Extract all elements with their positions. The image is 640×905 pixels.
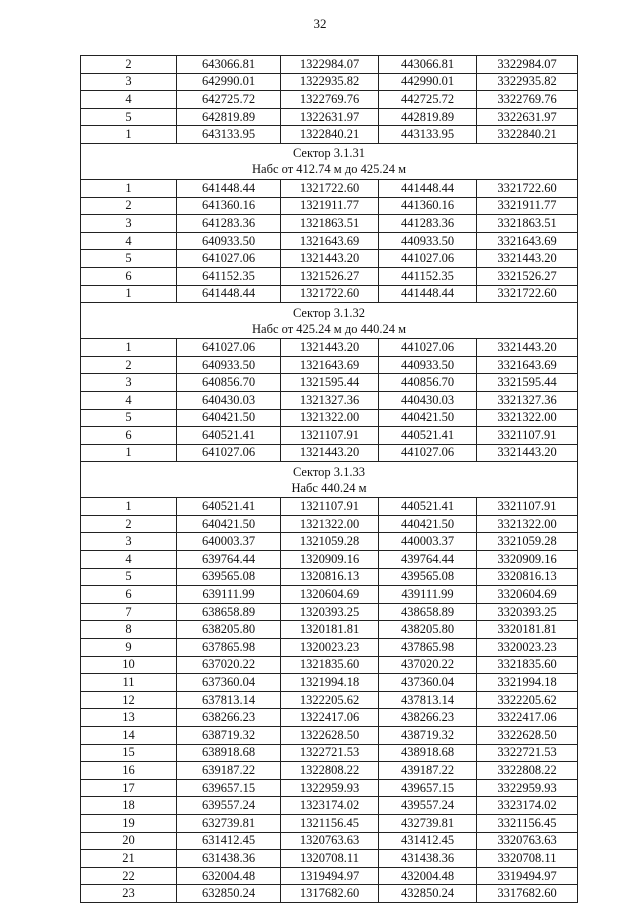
x-coordinate-cell: 631438.36 <box>177 850 281 868</box>
point-number-cell: 3 <box>81 533 177 551</box>
point-number-cell: 19 <box>81 814 177 832</box>
x-coordinate-cell: 641152.35 <box>177 267 281 285</box>
y-coordinate-cell: 1320393.25 <box>281 603 379 621</box>
y-local-coordinate-cell: 3322935.82 <box>477 73 578 91</box>
table-row <box>81 126 578 144</box>
x-local-coordinate-cell: 431438.36 <box>379 850 477 868</box>
point-number-cell: 6 <box>81 267 177 285</box>
x-coordinate-cell: 641283.36 <box>177 215 281 233</box>
x-coordinate-cell: 643133.95 <box>177 126 281 144</box>
sector-title: Сектор 3.1.33 <box>292 464 366 479</box>
sector-header <box>81 143 578 179</box>
x-coordinate-cell: 637360.04 <box>177 674 281 692</box>
x-local-coordinate-cell: 440421.50 <box>379 515 477 533</box>
y-coordinate-cell: 1320763.63 <box>281 832 379 850</box>
y-coordinate-cell: 1322959.93 <box>281 779 379 797</box>
x-coordinate-cell: 642725.72 <box>177 91 281 109</box>
y-coordinate-cell: 1321643.69 <box>281 232 379 250</box>
point-number-cell: 2 <box>81 356 177 374</box>
x-coordinate-cell: 638266.23 <box>177 709 281 727</box>
y-coordinate-cell: 1322769.76 <box>281 91 379 109</box>
x-coordinate-cell: 632004.48 <box>177 867 281 885</box>
x-local-coordinate-cell: 440430.03 <box>379 391 477 409</box>
table-row <box>81 91 578 109</box>
x-local-coordinate-cell: 431412.45 <box>379 832 477 850</box>
y-coordinate-cell: 1322721.53 <box>281 744 379 762</box>
y-coordinate-cell: 1322417.06 <box>281 709 379 727</box>
y-coordinate-cell: 1321322.00 <box>281 515 379 533</box>
table-row <box>81 797 578 815</box>
x-coordinate-cell: 638658.89 <box>177 603 281 621</box>
x-local-coordinate-cell: 438918.68 <box>379 744 477 762</box>
y-coordinate-cell: 1321443.20 <box>281 250 379 268</box>
point-number-cell: 13 <box>81 709 177 727</box>
x-coordinate-cell: 639187.22 <box>177 762 281 780</box>
x-coordinate-cell: 641027.06 <box>177 250 281 268</box>
x-local-coordinate-cell: 432004.48 <box>379 867 477 885</box>
table-row <box>81 498 578 516</box>
point-number-cell: 14 <box>81 727 177 745</box>
x-local-coordinate-cell: 439111.99 <box>379 586 477 604</box>
point-number-cell: 20 <box>81 832 177 850</box>
x-local-coordinate-cell: 441027.06 <box>379 444 477 462</box>
y-coordinate-cell: 1321722.60 <box>281 285 379 303</box>
point-number-cell: 2 <box>81 56 177 74</box>
point-number-cell: 4 <box>81 91 177 109</box>
y-local-coordinate-cell: 3321322.00 <box>477 515 578 533</box>
y-coordinate-cell: 1322935.82 <box>281 73 379 91</box>
point-number-cell: 5 <box>81 568 177 586</box>
y-coordinate-cell: 1321595.44 <box>281 374 379 392</box>
table-row <box>81 814 578 832</box>
table-row <box>81 691 578 709</box>
x-local-coordinate-cell: 442725.72 <box>379 91 477 109</box>
x-coordinate-cell: 643066.81 <box>177 56 281 74</box>
sector-header <box>81 303 578 339</box>
table-row <box>81 73 578 91</box>
table-row <box>81 551 578 569</box>
x-coordinate-cell: 640421.50 <box>177 409 281 427</box>
x-coordinate-cell: 640003.37 <box>177 533 281 551</box>
y-coordinate-cell: 1321911.77 <box>281 197 379 215</box>
page-number: 32 <box>313 16 327 31</box>
x-coordinate-cell: 638719.32 <box>177 727 281 745</box>
y-coordinate-cell: 1320909.16 <box>281 551 379 569</box>
sector-header-row <box>81 462 578 498</box>
y-coordinate-cell: 1321643.69 <box>281 356 379 374</box>
x-coordinate-cell: 640856.70 <box>177 374 281 392</box>
table-row <box>81 603 578 621</box>
x-local-coordinate-cell: 443133.95 <box>379 126 477 144</box>
x-coordinate-cell: 641448.44 <box>177 179 281 197</box>
y-coordinate-cell: 1321156.45 <box>281 814 379 832</box>
x-local-coordinate-cell: 432850.24 <box>379 885 477 903</box>
y-local-coordinate-cell: 3322205.62 <box>477 691 578 709</box>
x-local-coordinate-cell: 441283.36 <box>379 215 477 233</box>
x-coordinate-cell: 631412.45 <box>177 832 281 850</box>
table-row <box>81 850 578 868</box>
x-local-coordinate-cell: 440521.41 <box>379 427 477 445</box>
x-coordinate-cell: 637020.22 <box>177 656 281 674</box>
x-coordinate-cell: 640521.41 <box>177 427 281 445</box>
table-row <box>81 444 578 462</box>
x-local-coordinate-cell: 437865.98 <box>379 639 477 657</box>
y-coordinate-cell: 1321107.91 <box>281 427 379 445</box>
x-local-coordinate-cell: 439657.15 <box>379 779 477 797</box>
y-local-coordinate-cell: 3322959.93 <box>477 779 578 797</box>
y-coordinate-cell: 1321443.20 <box>281 339 379 357</box>
table-row <box>81 232 578 250</box>
y-local-coordinate-cell: 3321994.18 <box>477 674 578 692</box>
x-local-coordinate-cell: 441152.35 <box>379 267 477 285</box>
y-local-coordinate-cell: 3322840.21 <box>477 126 578 144</box>
point-number-cell: 15 <box>81 744 177 762</box>
point-number-cell: 16 <box>81 762 177 780</box>
x-local-coordinate-cell: 442990.01 <box>379 73 477 91</box>
x-coordinate-cell: 641027.06 <box>177 339 281 357</box>
x-local-coordinate-cell: 440421.50 <box>379 409 477 427</box>
coordinates-table <box>80 55 578 903</box>
point-number-cell: 11 <box>81 674 177 692</box>
y-coordinate-cell: 1321327.36 <box>281 391 379 409</box>
point-number-cell: 1 <box>81 285 177 303</box>
y-local-coordinate-cell: 3321443.20 <box>477 250 578 268</box>
y-local-coordinate-cell: 3320708.11 <box>477 850 578 868</box>
y-coordinate-cell: 1321722.60 <box>281 179 379 197</box>
table-row <box>81 779 578 797</box>
y-local-coordinate-cell: 3320023.23 <box>477 639 578 657</box>
y-local-coordinate-cell: 3321526.27 <box>477 267 578 285</box>
x-local-coordinate-cell: 439565.08 <box>379 568 477 586</box>
x-local-coordinate-cell: 439187.22 <box>379 762 477 780</box>
table-row <box>81 656 578 674</box>
y-local-coordinate-cell: 3321443.20 <box>477 339 578 357</box>
table-row <box>81 179 578 197</box>
x-local-coordinate-cell: 440521.41 <box>379 498 477 516</box>
y-coordinate-cell: 1322808.22 <box>281 762 379 780</box>
y-coordinate-cell: 1321059.28 <box>281 533 379 551</box>
point-number-cell: 5 <box>81 250 177 268</box>
table-row <box>81 744 578 762</box>
x-local-coordinate-cell: 441360.16 <box>379 197 477 215</box>
point-number-cell: 8 <box>81 621 177 639</box>
x-local-coordinate-cell: 439764.44 <box>379 551 477 569</box>
y-local-coordinate-cell: 3321327.36 <box>477 391 578 409</box>
y-local-coordinate-cell: 3322417.06 <box>477 709 578 727</box>
y-coordinate-cell: 1321863.51 <box>281 215 379 233</box>
point-number-cell: 21 <box>81 850 177 868</box>
x-coordinate-cell: 640933.50 <box>177 356 281 374</box>
point-number-cell: 6 <box>81 427 177 445</box>
x-local-coordinate-cell: 437360.04 <box>379 674 477 692</box>
x-coordinate-cell: 638205.80 <box>177 621 281 639</box>
sector-height-range: Набс от 412.74 м до 425.24 м <box>252 162 406 177</box>
table-row <box>81 427 578 445</box>
y-local-coordinate-cell: 3322808.22 <box>477 762 578 780</box>
y-coordinate-cell: 1322840.21 <box>281 126 379 144</box>
y-local-coordinate-cell: 3320604.69 <box>477 586 578 604</box>
point-number-cell: 4 <box>81 391 177 409</box>
x-coordinate-cell: 639657.15 <box>177 779 281 797</box>
y-coordinate-cell: 1322628.50 <box>281 727 379 745</box>
x-coordinate-cell: 639565.08 <box>177 568 281 586</box>
x-coordinate-cell: 641027.06 <box>177 444 281 462</box>
table-row <box>81 56 578 74</box>
y-coordinate-cell: 1320604.69 <box>281 586 379 604</box>
point-number-cell: 12 <box>81 691 177 709</box>
sector-title: Сектор 3.1.32 <box>292 305 366 320</box>
y-local-coordinate-cell: 3321059.28 <box>477 533 578 551</box>
x-local-coordinate-cell: 439557.24 <box>379 797 477 815</box>
y-local-coordinate-cell: 3321863.51 <box>477 215 578 233</box>
table-row <box>81 709 578 727</box>
y-coordinate-cell: 1321994.18 <box>281 674 379 692</box>
x-local-coordinate-cell: 441027.06 <box>379 250 477 268</box>
point-number-cell: 22 <box>81 867 177 885</box>
x-local-coordinate-cell: 441027.06 <box>379 339 477 357</box>
x-local-coordinate-cell: 432739.81 <box>379 814 477 832</box>
x-local-coordinate-cell: 438205.80 <box>379 621 477 639</box>
y-coordinate-cell: 1319494.97 <box>281 867 379 885</box>
point-number-cell: 4 <box>81 232 177 250</box>
y-coordinate-cell: 1321443.20 <box>281 444 379 462</box>
table-row <box>81 285 578 303</box>
x-local-coordinate-cell: 442819.89 <box>379 108 477 126</box>
point-number-cell: 7 <box>81 603 177 621</box>
table-row <box>81 108 578 126</box>
table-row <box>81 533 578 551</box>
x-coordinate-cell: 637813.14 <box>177 691 281 709</box>
point-number-cell: 2 <box>81 515 177 533</box>
y-coordinate-cell: 1317682.60 <box>281 885 379 903</box>
y-coordinate-cell: 1322205.62 <box>281 691 379 709</box>
table-row <box>81 727 578 745</box>
point-number-cell: 9 <box>81 639 177 657</box>
x-coordinate-cell: 640933.50 <box>177 232 281 250</box>
x-local-coordinate-cell: 438719.32 <box>379 727 477 745</box>
point-number-cell: 4 <box>81 551 177 569</box>
y-local-coordinate-cell: 3322631.97 <box>477 108 578 126</box>
y-coordinate-cell: 1320816.13 <box>281 568 379 586</box>
table-row <box>81 832 578 850</box>
x-local-coordinate-cell: 440933.50 <box>379 232 477 250</box>
y-local-coordinate-cell: 3321443.20 <box>477 444 578 462</box>
y-local-coordinate-cell: 3321322.00 <box>477 409 578 427</box>
table-row <box>81 639 578 657</box>
y-coordinate-cell: 1320181.81 <box>281 621 379 639</box>
point-number-cell: 17 <box>81 779 177 797</box>
point-number-cell: 1 <box>81 179 177 197</box>
x-local-coordinate-cell: 441448.44 <box>379 179 477 197</box>
y-local-coordinate-cell: 3321643.69 <box>477 356 578 374</box>
y-local-coordinate-cell: 3322984.07 <box>477 56 578 74</box>
x-coordinate-cell: 642990.01 <box>177 73 281 91</box>
point-number-cell: 1 <box>81 498 177 516</box>
x-coordinate-cell: 639764.44 <box>177 551 281 569</box>
x-coordinate-cell: 639557.24 <box>177 797 281 815</box>
table-row <box>81 267 578 285</box>
x-coordinate-cell: 641448.44 <box>177 285 281 303</box>
sector-header <box>81 462 578 498</box>
y-local-coordinate-cell: 3323174.02 <box>477 797 578 815</box>
x-coordinate-cell: 642819.89 <box>177 108 281 126</box>
y-coordinate-cell: 1320708.11 <box>281 850 379 868</box>
y-local-coordinate-cell: 3321722.60 <box>477 179 578 197</box>
x-local-coordinate-cell: 441448.44 <box>379 285 477 303</box>
table-row <box>81 197 578 215</box>
sector-height-range: Набс от 425.24 м до 440.24 м <box>252 321 406 336</box>
x-coordinate-cell: 632850.24 <box>177 885 281 903</box>
table-row <box>81 621 578 639</box>
point-number-cell: 1 <box>81 126 177 144</box>
y-local-coordinate-cell: 3321835.60 <box>477 656 578 674</box>
point-number-cell: 5 <box>81 409 177 427</box>
y-local-coordinate-cell: 3322628.50 <box>477 727 578 745</box>
y-local-coordinate-cell: 3320816.13 <box>477 568 578 586</box>
point-number-cell: 6 <box>81 586 177 604</box>
x-coordinate-cell: 639111.99 <box>177 586 281 604</box>
table-row <box>81 356 578 374</box>
y-local-coordinate-cell: 3320763.63 <box>477 832 578 850</box>
y-local-coordinate-cell: 3322769.76 <box>477 91 578 109</box>
x-coordinate-cell: 640521.41 <box>177 498 281 516</box>
coordinates-table-body <box>81 56 578 903</box>
y-coordinate-cell: 1322984.07 <box>281 56 379 74</box>
table-row <box>81 515 578 533</box>
table-row <box>81 762 578 780</box>
x-coordinate-cell: 641360.16 <box>177 197 281 215</box>
x-local-coordinate-cell: 440856.70 <box>379 374 477 392</box>
x-coordinate-cell: 640421.50 <box>177 515 281 533</box>
point-number-cell: 2 <box>81 197 177 215</box>
y-local-coordinate-cell: 3321107.91 <box>477 498 578 516</box>
x-local-coordinate-cell: 440003.37 <box>379 533 477 551</box>
table-row <box>81 674 578 692</box>
point-number-cell: 23 <box>81 885 177 903</box>
y-coordinate-cell: 1322631.97 <box>281 108 379 126</box>
table-row <box>81 586 578 604</box>
x-coordinate-cell: 632739.81 <box>177 814 281 832</box>
table-row <box>81 391 578 409</box>
point-number-cell: 3 <box>81 73 177 91</box>
x-local-coordinate-cell: 437020.22 <box>379 656 477 674</box>
table-row <box>81 215 578 233</box>
x-coordinate-cell: 637865.98 <box>177 639 281 657</box>
x-local-coordinate-cell: 443066.81 <box>379 56 477 74</box>
x-local-coordinate-cell: 437813.14 <box>379 691 477 709</box>
sector-header-row <box>81 143 578 179</box>
y-coordinate-cell: 1321835.60 <box>281 656 379 674</box>
point-number-cell: 3 <box>81 374 177 392</box>
sector-height-range: Набс 440.24 м <box>291 480 367 495</box>
y-coordinate-cell: 1320023.23 <box>281 639 379 657</box>
table-row <box>81 339 578 357</box>
x-coordinate-cell: 638918.68 <box>177 744 281 762</box>
point-number-cell: 1 <box>81 339 177 357</box>
y-coordinate-cell: 1321526.27 <box>281 267 379 285</box>
point-number-cell: 10 <box>81 656 177 674</box>
table-row <box>81 374 578 392</box>
y-local-coordinate-cell: 3322721.53 <box>477 744 578 762</box>
y-local-coordinate-cell: 3321911.77 <box>477 197 578 215</box>
y-local-coordinate-cell: 3317682.60 <box>477 885 578 903</box>
y-local-coordinate-cell: 3321107.91 <box>477 427 578 445</box>
x-local-coordinate-cell: 440933.50 <box>379 356 477 374</box>
y-coordinate-cell: 1323174.02 <box>281 797 379 815</box>
sector-title: Сектор 3.1.31 <box>292 146 366 161</box>
y-local-coordinate-cell: 3320181.81 <box>477 621 578 639</box>
point-number-cell: 1 <box>81 444 177 462</box>
table-row <box>81 568 578 586</box>
point-number-cell: 5 <box>81 108 177 126</box>
y-local-coordinate-cell: 3321156.45 <box>477 814 578 832</box>
table-row <box>81 250 578 268</box>
table-row <box>81 885 578 903</box>
y-local-coordinate-cell: 3321595.44 <box>477 374 578 392</box>
y-local-coordinate-cell: 3321643.69 <box>477 232 578 250</box>
x-coordinate-cell: 640430.03 <box>177 391 281 409</box>
sector-header-row <box>81 303 578 339</box>
y-local-coordinate-cell: 3320393.25 <box>477 603 578 621</box>
y-local-coordinate-cell: 3320909.16 <box>477 551 578 569</box>
table-row <box>81 867 578 885</box>
table-row <box>81 409 578 427</box>
y-coordinate-cell: 1321322.00 <box>281 409 379 427</box>
point-number-cell: 18 <box>81 797 177 815</box>
y-coordinate-cell: 1321107.91 <box>281 498 379 516</box>
y-local-coordinate-cell: 3321722.60 <box>477 285 578 303</box>
point-number-cell: 3 <box>81 215 177 233</box>
x-local-coordinate-cell: 438658.89 <box>379 603 477 621</box>
x-local-coordinate-cell: 438266.23 <box>379 709 477 727</box>
y-local-coordinate-cell: 3319494.97 <box>477 867 578 885</box>
